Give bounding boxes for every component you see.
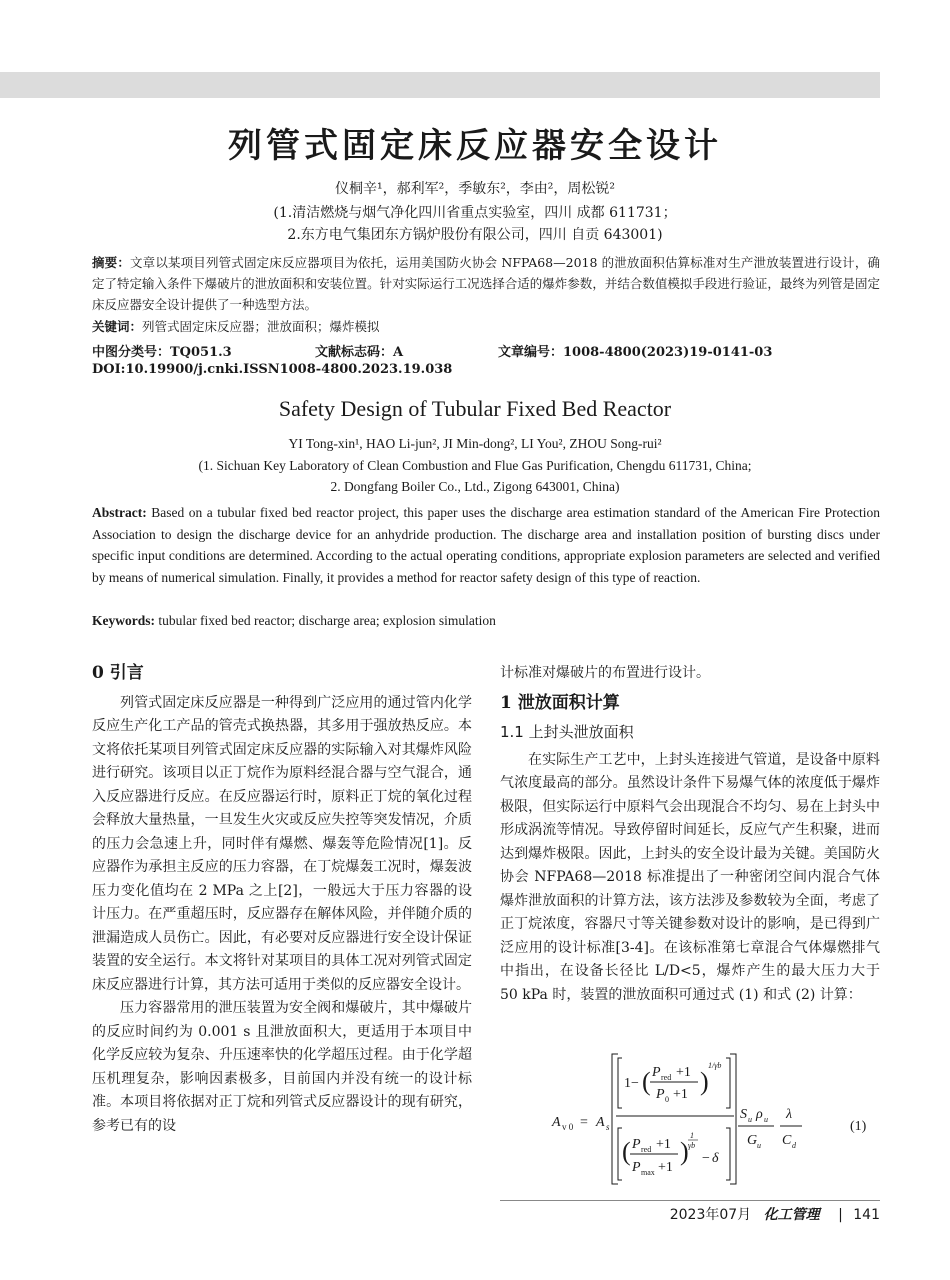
keywords-cn: 关键词：列管式固定床反应器；泄放面积；爆炸模拟 xyxy=(92,319,380,334)
svg-text:−: − xyxy=(702,1151,710,1166)
svg-text:γb: γb xyxy=(688,1141,696,1150)
paragraph-continued: 计标准对爆破片的布置进行设计。 xyxy=(500,665,710,681)
svg-text:(: ( xyxy=(622,1137,631,1166)
equation-1 xyxy=(550,1050,880,1190)
equation-graphic xyxy=(550,1050,880,1190)
svg-text:0: 0 xyxy=(665,1095,669,1104)
svg-text:1−: 1− xyxy=(624,1076,639,1091)
svg-text:δ: δ xyxy=(712,1151,719,1166)
paragraph: 在实际生产工艺中，上封头连接进气管道，是设备中原料气浓度最高的部分。虽然设计条件下易爆气体的浓度低于爆炸极限，但实际运行中原料气会出现混合不均匀、易在上封头中形成涡流等情况。导致停留时间延长，反应气产生积聚，进而达到爆炸极限。因此，上封头的安全设计最为关键。美国防火协会 NFPA68—2018 标准提出了一种密闭空间内混合气体爆炸泄放面积的计算方法，该方法涉及参数较为全面，考虑了正丁烷浓度，容器尺寸等关键参数对设计的影响，是已得到广泛应用的设计标准[3-4]。在该标准第七章混合气体爆燃排气中指出，在设备长径比 L/D<5，爆炸产生的最大压力大于 50 kPa 时，装置的泄放面积可通过式 (1) 和式 (2) 计算： xyxy=(500,751,880,1003)
left-column xyxy=(92,662,472,1138)
paragraph: 压力容器常用的泄压装置为安全阀和爆破片，其中爆破片的反应时间约为 0.001 s 且泄放面积大，更适用于本项目中化学反应较为复杂、升压速率快的化学超压过程。由于化学超压机理复杂，影响因素极多，目前国内并没有统一的设计标准。本项目将依据对正丁烷和列管式反应器设计的现有研究，参考已有的设 xyxy=(92,1000,472,1134)
svg-text:=: = xyxy=(580,1115,588,1130)
svg-text:P: P xyxy=(632,1137,641,1152)
english-affiliation-2: 2. Dongfang Boiler Co., Ltd., Zigong 643001, China) xyxy=(330,479,620,494)
svg-text:A: A xyxy=(552,1115,561,1130)
equation-number: (1) xyxy=(850,1119,867,1134)
svg-text:λ: λ xyxy=(786,1107,793,1122)
affiliation-1: (1.清洁燃烧与烟气净化四川省重点实验室，四川 成都 611731； xyxy=(273,205,677,221)
svg-text:(: ( xyxy=(642,1067,651,1096)
english-authors: YI Tong-xin¹, HAO Li-jun², JI Min-dong², LI You², ZHOU Song-rui² xyxy=(288,436,662,451)
footer: 2023年07月 化工管理 | 141 xyxy=(669,1207,880,1223)
authors: 仪桐辛¹，郝利军²，季敏东²，李由²，周松锐² xyxy=(334,181,616,197)
svg-text:u: u xyxy=(748,1115,752,1124)
svg-text:): ) xyxy=(700,1067,709,1096)
svg-text:d: d xyxy=(792,1141,796,1150)
svg-text:ρ: ρ xyxy=(756,1107,763,1122)
svg-text:+1: +1 xyxy=(656,1137,671,1152)
svg-text:P: P xyxy=(656,1087,665,1102)
svg-text:v 0: v 0 xyxy=(562,1122,574,1132)
english-title: Safety Design of Tubular Fixed Bed Reactor xyxy=(278,396,672,421)
svg-text:1/γb: 1/γb xyxy=(708,1061,722,1070)
affiliation-2: 2.东方电气集团东方锅炉股份有限公司，四川 自贡 643001) xyxy=(287,227,663,243)
svg-text:+1: +1 xyxy=(658,1160,673,1175)
subsection-heading-1-1: 1.1 上封头泄放面积 xyxy=(500,723,634,741)
article-number: 文章编号：1008-4800(2023)19-0141-03 xyxy=(498,345,773,360)
document-code: 文献标志码：A xyxy=(315,345,404,360)
svg-text:P: P xyxy=(652,1065,661,1080)
right-column xyxy=(500,662,880,1007)
svg-text:s: s xyxy=(606,1122,610,1132)
svg-text:A: A xyxy=(596,1115,605,1130)
svg-text:G: G xyxy=(747,1133,758,1148)
svg-text:u: u xyxy=(757,1141,761,1150)
page-number: 141 xyxy=(853,1207,880,1223)
svg-text:S: S xyxy=(740,1107,747,1122)
svg-text:+1: +1 xyxy=(673,1087,688,1102)
header-bar xyxy=(0,72,880,98)
svg-text:+1: +1 xyxy=(676,1065,691,1080)
english-affiliation-1: (1. Sichuan Key Laboratory of Clean Combustion and Flue Gas Purification, Chengdu 611731, China; xyxy=(198,458,752,473)
svg-text:P: P xyxy=(632,1160,641,1175)
paragraph: 列管式固定床反应器是一种得到广泛应用的通过管内化学反应生产化工产品的管壳式换热器，其多用于强放热反应。本文将依托某项目列管式固定床反应器的实际输入对其爆炸风险进行研究。该项目以正丁烷作为原料经混合器与空气混合，通入反应器进行反应。在反应器运行时，原料正丁烷的氧化过程会释放大量热量，一旦发生火灾或反应失控等突发情况，介质的压力会急速上升，同时伴有爆燃、爆轰等危险情况[1]。反应器作为承担主反应的压力容器，在丁烷爆轰工况时，爆轰波压力变化值均在 2 MPa 之上[2]，一般远大于压力容器的设计压力。在严重超压时，反应器存在解体风险，并伴随介质的泄漏造成人员伤亡。因此，有必要对反应器进行安全设计保证装置的安全运行。本文将针对某项目的具体工况对列管式固定床反应器进行计算，其方法可适用于类似的反应器安全设计。 xyxy=(92,694,472,993)
svg-text:max: max xyxy=(641,1168,655,1177)
abstract-cn: 摘要：文章以某项目列管式固定床反应器项目为依托，运用美国防火协会 NFPA68—2018 的泄放面积估算标准对生产泄放装置进行设计，确定了特定输入条件下爆破片的泄放面积和安装位置。针对实际运行工况选择合适的爆炸参数，并结合数值模拟手段进行验证，最终为列管是固定床反应器安全设计提供了一种选型方法。 xyxy=(92,255,880,312)
doi: DOI:10.19900/j.cnki.ISSN1008-4800.2023.19.038 xyxy=(92,362,453,377)
clc-number: 中图分类号：TQ051.3 xyxy=(92,345,232,360)
abstract-en: Abstract: Based on a tubular fixed bed reactor project, this paper uses the discharge area estimation standard of the American Fire Protection Association to design the discharge device for an anhydride production. The discharge area and installation position of bursting discs under specific input conditions are determined. According to the actual operating conditions, appropriate explosion parameters are selected and verified by means of numerical simulation. Finally, it provides a method for reactor safety design of this type of reaction. xyxy=(92,505,880,585)
footer-date: 2023年07月 xyxy=(669,1207,752,1223)
page-title: 列管式固定床反应器安全设计 xyxy=(228,126,722,166)
section-heading-intro: 0 引言 xyxy=(92,663,144,683)
keywords-en: Keywords: tubular fixed bed reactor; discharge area; explosion simulation xyxy=(92,613,496,628)
footer-rule xyxy=(500,1200,880,1201)
svg-text:red: red xyxy=(641,1145,652,1154)
section-heading-1: 1 泄放面积计算 xyxy=(500,692,620,713)
svg-text:): ) xyxy=(680,1137,689,1166)
journal-logo: 化工管理 xyxy=(763,1207,820,1223)
svg-text:red: red xyxy=(661,1073,672,1082)
svg-text:1: 1 xyxy=(690,1131,694,1140)
svg-text:C: C xyxy=(782,1133,792,1148)
svg-text:u: u xyxy=(764,1115,768,1124)
